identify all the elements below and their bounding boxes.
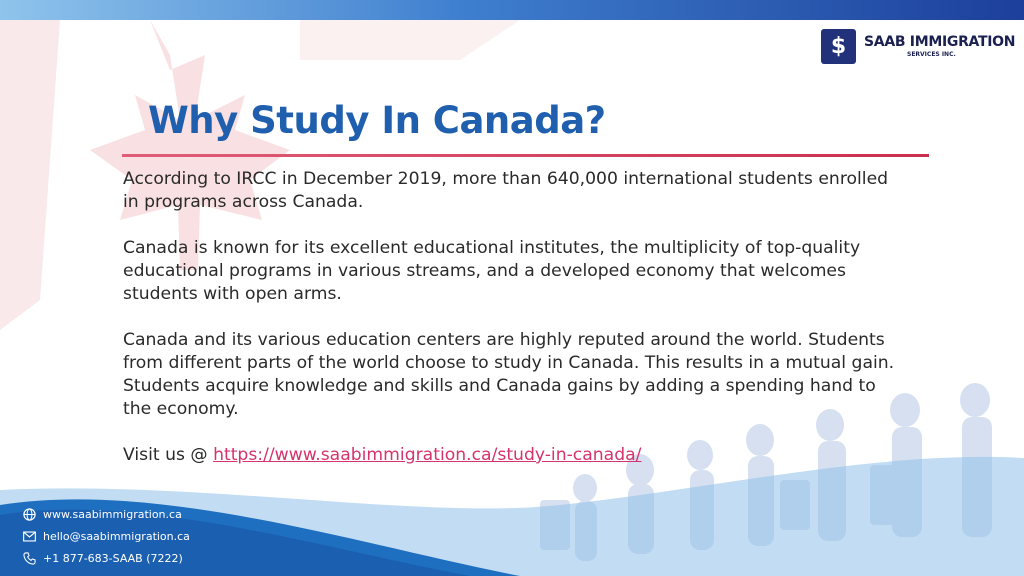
logo-tagline: SERVICES INC.	[907, 51, 956, 58]
company-logo[interactable]	[821, 27, 1016, 67]
paragraph-institutes: Canada is known for its excellent educational institutes, the multiplicity of top-quality educational programs in various streams, and a developed economy that welcomes students with open arms.	[123, 238, 861, 304]
mail-icon	[22, 529, 36, 543]
title-divider	[122, 154, 929, 157]
logo-title: SAAB IMMIGRATION	[864, 34, 1016, 50]
paragraph-reputation: Canada and its various education centers are highly reputed around the world. Students from different parts of the world choose to study in Canada. This results in a mutual gain. Students acquire knowledge and skills and Canada gains by adding a spending hand to the economy.	[123, 330, 895, 419]
logo-mark: $	[821, 29, 856, 64]
visit-line	[123, 444, 903, 467]
body-content	[123, 168, 903, 490]
footer-phone-row[interactable]	[22, 547, 190, 569]
paragraph-ircc-stat: According to IRCC in December 2019, more than 640,000 international students enrolled in programs across Canada.	[123, 169, 889, 212]
visit-prefix: Visit us @	[123, 445, 208, 465]
footer-contacts	[22, 503, 190, 569]
phone-icon	[22, 551, 36, 565]
footer-phone: +1 877-683-SAAB (7222)	[43, 551, 183, 565]
study-in-canada-link[interactable]: https://www.saabimmigration.ca/study-in-canada/	[213, 445, 642, 465]
page-title: Why Study In Canada?	[148, 99, 606, 142]
footer-email-row[interactable]	[22, 525, 190, 547]
globe-icon	[22, 507, 36, 521]
footer-website-row[interactable]	[22, 503, 190, 525]
footer-email: hello@saabimmigration.ca	[43, 529, 190, 543]
footer-website: www.saabimmigration.ca	[43, 507, 182, 521]
